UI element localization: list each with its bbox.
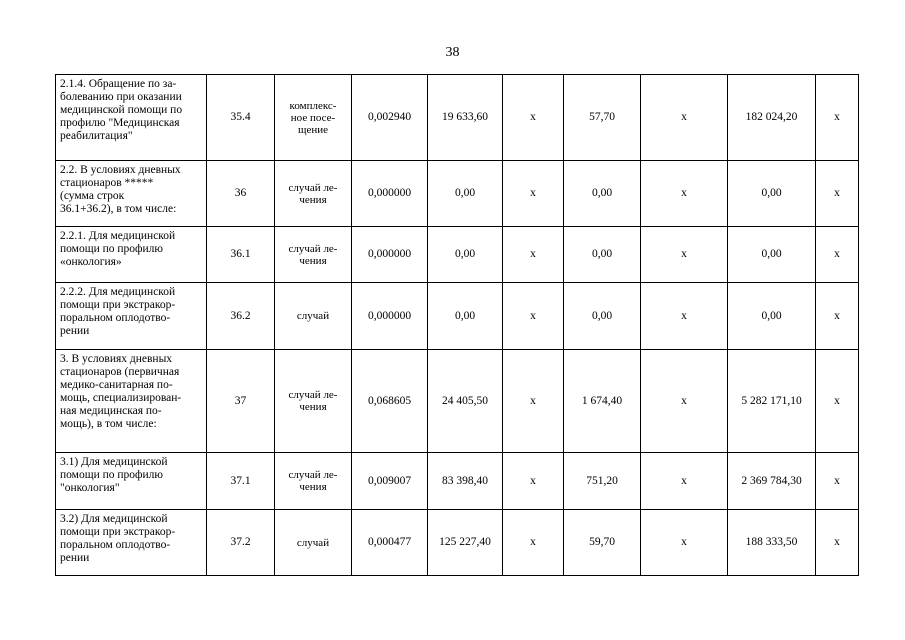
unit-line: случай ле- — [288, 469, 338, 481]
unit-line: чения — [299, 401, 327, 413]
col7-cell: 57,70 — [564, 75, 641, 161]
indicator-name-line: "онкология" — [60, 482, 120, 494]
unit-cell — [275, 453, 352, 510]
indicator-name-line: помощи при экстракор- — [60, 526, 176, 538]
row-number-cell: 35.4 — [207, 75, 275, 161]
indicator-name-line: 3.1) Для медицинской — [60, 456, 168, 468]
cost-cell: 19 633,60 — [428, 75, 503, 161]
col8-cell: х — [641, 350, 728, 453]
col10-cell: х — [816, 350, 859, 453]
col8-cell: х — [641, 227, 728, 283]
col7-cell: 751,20 — [564, 453, 641, 510]
col7-cell: 59,70 — [564, 510, 641, 576]
table-row — [56, 510, 859, 576]
rate-cell: 0,009007 — [352, 453, 428, 510]
table-body — [56, 75, 859, 576]
col9-cell: 0,00 — [728, 227, 816, 283]
indicator-name-line: медико-санитарная по- — [60, 379, 173, 391]
rate-cell: 0,000000 — [352, 227, 428, 283]
col7-cell: 0,00 — [564, 283, 641, 350]
unit-line: случай ле- — [288, 181, 338, 194]
indicator-name-line: болеванию при оказании — [60, 91, 182, 103]
indicator-name-line: помощи по профилю — [60, 469, 163, 481]
cost-cell: 83 398,40 — [428, 453, 503, 510]
col7-cell: 0,00 — [564, 227, 641, 283]
col10-cell: х — [816, 283, 859, 350]
indicator-name-line: ная медицинская по- — [60, 405, 162, 417]
cost-cell: 0,00 — [428, 227, 503, 283]
indicator-name-line: 2.2. В условиях дневных — [60, 164, 181, 176]
indicator-name-line: профилю "Медицинская — [60, 117, 180, 129]
unit-line: случай — [296, 536, 330, 549]
indicator-name-cell — [56, 453, 207, 510]
indicator-name-line: 2.1.4. Обращение по за- — [60, 78, 177, 90]
col9-cell: 0,00 — [728, 283, 816, 350]
unit-cell — [275, 75, 352, 161]
rate-cell: 0,002940 — [352, 75, 428, 161]
row-number-cell: 36.2 — [207, 283, 275, 350]
indicator-name-cell — [56, 75, 207, 161]
indicator-name-line: медицинской помощи по — [60, 104, 183, 116]
unit-cell — [275, 510, 352, 576]
col8-cell: х — [641, 283, 728, 350]
table-row — [56, 350, 859, 453]
cost-cell: 125 227,40 — [428, 510, 503, 576]
cost-cell: 0,00 — [428, 283, 503, 350]
row-number-cell: 37.1 — [207, 453, 275, 510]
col9-cell: 182 024,20 — [728, 75, 816, 161]
col7-cell: 0,00 — [564, 161, 641, 227]
indicator-name-cell — [56, 350, 207, 453]
rate-cell: 0,000000 — [352, 283, 428, 350]
rate-cell: 0,000000 — [352, 161, 428, 227]
table-row — [56, 453, 859, 510]
indicator-name-line: мощь, специализирован- — [60, 392, 182, 404]
unit-line: случай ле- — [288, 389, 338, 401]
col10-cell: х — [816, 161, 859, 227]
col6-cell: х — [503, 453, 564, 510]
indicator-name-line: стационаров ***** — [60, 177, 154, 189]
tariff-table — [55, 74, 859, 576]
unit-line: случай — [296, 310, 330, 322]
indicator-name-line: стационаров (первичная — [60, 366, 180, 378]
indicator-name-cell — [56, 161, 207, 227]
indicator-name-cell — [56, 283, 207, 350]
col6-cell: х — [503, 75, 564, 161]
unit-cell — [275, 283, 352, 350]
page-number: 38 — [445, 45, 460, 60]
row-number-cell: 36 — [207, 161, 275, 227]
unit-cell — [275, 350, 352, 453]
col9-cell: 0,00 — [728, 161, 816, 227]
col10-cell: х — [816, 75, 859, 161]
unit-line: чения — [299, 193, 327, 206]
indicator-name-line: 3. В условиях дневных — [60, 353, 173, 365]
col10-cell: х — [816, 453, 859, 510]
unit-line: щение — [297, 123, 328, 136]
col8-cell: х — [641, 161, 728, 227]
col6-cell: х — [503, 510, 564, 576]
rate-cell: 0,000477 — [352, 510, 428, 576]
col9-cell: 5 282 171,10 — [728, 350, 816, 453]
indicator-name-line: помощи при экстракор- — [60, 299, 176, 311]
unit-line: случай ле- — [288, 242, 338, 255]
col6-cell: х — [503, 161, 564, 227]
col9-cell: 188 333,50 — [728, 510, 816, 576]
table-row — [56, 283, 859, 350]
indicator-name-line: (сумма строк — [60, 190, 125, 202]
col8-cell: х — [641, 75, 728, 161]
col7-cell: 1 674,40 — [564, 350, 641, 453]
indicator-name-line: 3.2) Для медицинской — [60, 513, 168, 525]
col6-cell: х — [503, 283, 564, 350]
col9-cell: 2 369 784,30 — [728, 453, 816, 510]
table-row — [56, 75, 859, 161]
row-number-cell: 36.1 — [207, 227, 275, 283]
unit-line: комплекс- — [289, 99, 337, 112]
table-row — [56, 161, 859, 227]
unit-cell — [275, 227, 352, 283]
unit-line: чения — [299, 481, 327, 493]
indicator-name-line: реабилитация" — [60, 130, 133, 142]
indicator-name-line: 2.2.2. Для медицинской — [60, 286, 176, 298]
col8-cell: х — [641, 453, 728, 510]
indicator-name-cell — [56, 510, 207, 576]
indicator-name-line: поральном оплодотво- — [60, 539, 171, 551]
unit-line: ное посе- — [290, 111, 336, 124]
indicator-name-line: рении — [60, 552, 90, 564]
indicator-name-line: 36.1+36.2), в том числе: — [60, 203, 177, 215]
indicator-name-line: 2.2.1. Для медицинской — [60, 230, 176, 242]
cost-cell: 24 405,50 — [428, 350, 503, 453]
table-row — [56, 227, 859, 283]
col6-cell: х — [503, 227, 564, 283]
indicator-name-line: рении — [60, 325, 90, 337]
col6-cell: х — [503, 350, 564, 453]
col10-cell: х — [816, 227, 859, 283]
indicator-name-line: помощи по профилю — [60, 243, 163, 255]
unit-cell — [275, 161, 352, 227]
col8-cell: х — [641, 510, 728, 576]
indicator-name-line: поральном оплодотво- — [60, 312, 171, 324]
indicator-name-line: «онкология» — [60, 256, 122, 268]
rate-cell: 0,068605 — [352, 350, 428, 453]
cost-cell: 0,00 — [428, 161, 503, 227]
row-number-cell: 37 — [207, 350, 275, 453]
row-number-cell: 37.2 — [207, 510, 275, 576]
indicator-name-line: мощь), в том числе: — [60, 418, 157, 430]
col10-cell: х — [816, 510, 859, 576]
indicator-name-cell — [56, 227, 207, 283]
unit-line: чения — [299, 254, 327, 267]
